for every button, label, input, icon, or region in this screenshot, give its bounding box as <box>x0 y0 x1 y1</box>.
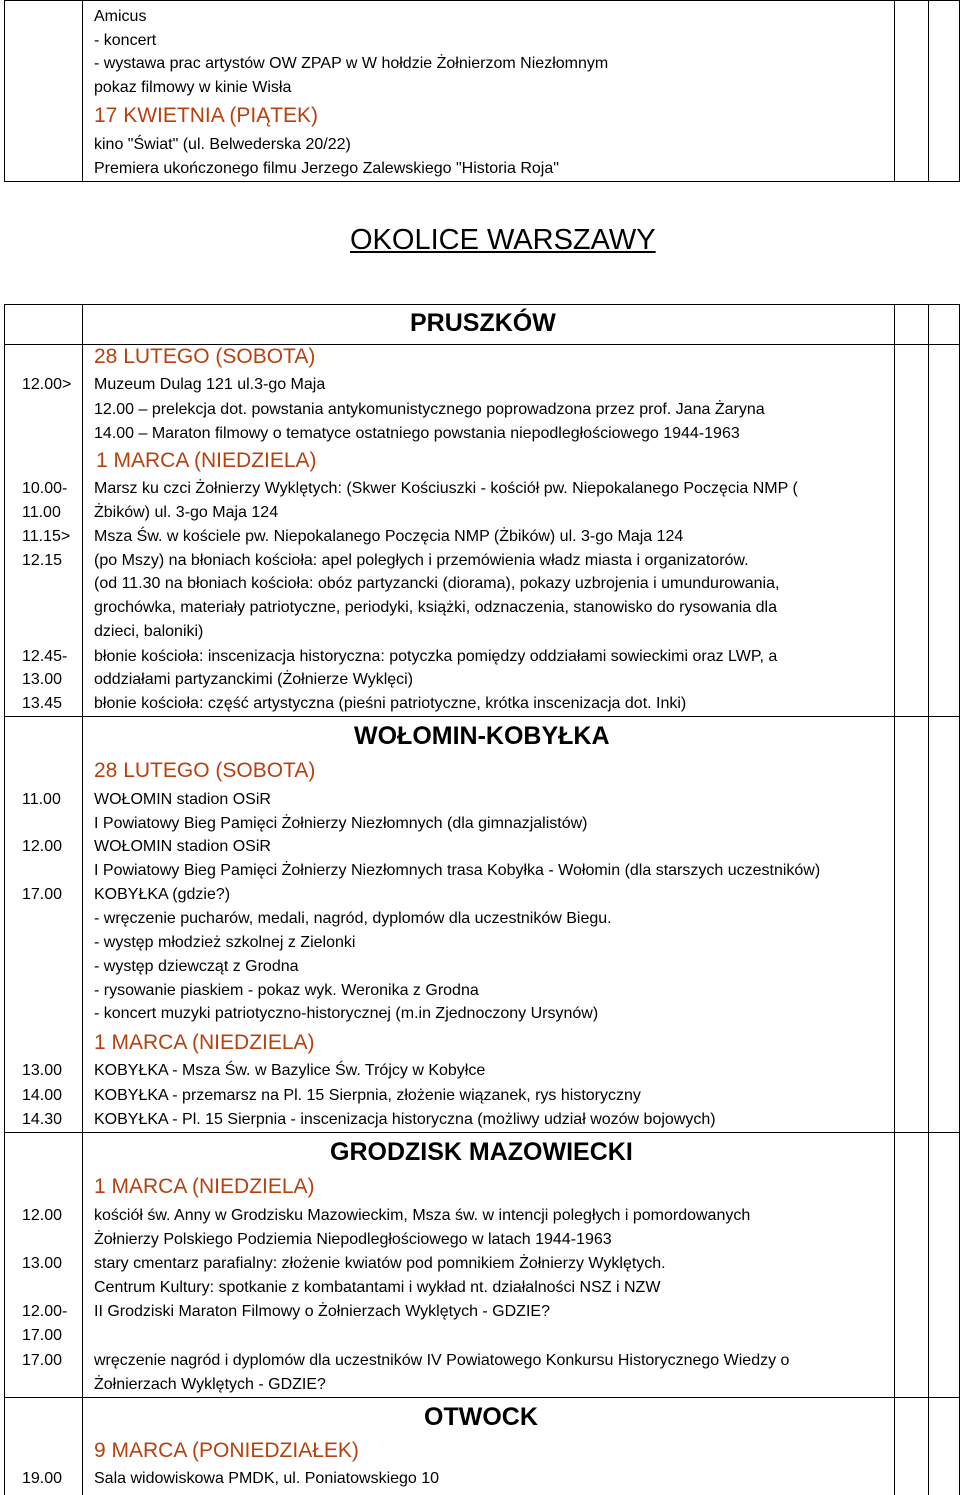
event-line: Centrum Kultury: spotkanie z kombatantami i wykład nt. działalności NSZ i NZW <box>94 1279 661 1296</box>
event-line: WOŁOMIN stadion OSiR <box>94 791 271 808</box>
event-time: 11.00 <box>22 504 61 521</box>
event-line: (od 11.30 na błoniach kościoła: obóz partyzancki (diorama), pokazy uzbrojenia i umundurowania, <box>94 575 780 592</box>
event-time: 12.45- <box>22 648 68 665</box>
event-line: (po Mszy) na błoniach kościoła: apel poległych i przemówienia władz miasta i organizatorów. <box>94 552 749 569</box>
event-line: 12.00 – prelekcja dot. powstania antykomunistycznego poprowadzona przez prof. Jana Żaryna <box>94 401 765 418</box>
divider <box>894 0 895 182</box>
event-line: Sala widowiskowa PMDK, ul. Poniatowskiego 10 <box>94 1470 440 1487</box>
event-line: II Grodziski Maraton Filmowy o Żołnierzach Wyklętych - GDZIE? <box>94 1303 550 1320</box>
event-time: 12.00> <box>22 376 72 393</box>
event-line: Muzeum Dulag 121 ul.3-go Maja <box>94 376 326 393</box>
event-time: 13.45 <box>22 695 63 712</box>
event-time: 17.00 <box>22 1327 63 1344</box>
top-line: Premiera ukończonego filmu Jerzego Zalewskiego "Historia Roja" <box>94 160 559 177</box>
region-title: OKOLICE WARSZAWY <box>350 224 656 256</box>
event-line: KOBYŁKA - Pl. 15 Sierpnia - inscenizacja historyczna (możliwy udział wozów bojowych) <box>94 1111 716 1128</box>
event-time: 10.00- <box>22 480 68 497</box>
top-line: pokaz filmowy w kinie Wisła <box>94 79 292 96</box>
event-time: 12.15 <box>22 552 63 569</box>
event-line: - występ młodzież szkolnej z Zielonki <box>94 934 356 951</box>
event-line: Marsz ku czci Żołnierzy Wyklętych: (Skwer Kościuszki - kościół pw. Niepokalanego Poczęcia NMP ( <box>94 480 798 497</box>
event-time: 13.00 <box>22 1255 63 1272</box>
event-line: stary cmentarz parafialny: złożenie kwiatów pod pomnikiem Żołnierzy Wyklętych. <box>94 1255 666 1272</box>
divider <box>4 1397 960 1398</box>
event-date: 1 MARCA (NIEDZIELA) <box>94 1175 315 1198</box>
top-line: - koncert <box>94 32 157 49</box>
event-time: 17.00 <box>22 886 63 903</box>
divider <box>928 304 929 1495</box>
top-line: - wystawa prac artystów OW ZPAP w W hołdzie Żołnierzom Niezłomnym <box>94 55 609 72</box>
divider <box>4 716 960 717</box>
event-time: 12.00 <box>22 1207 63 1224</box>
event-line: - występ dziewcząt z Grodna <box>94 958 299 975</box>
city-title: WOŁOMIN-KOBYŁKA <box>354 722 610 750</box>
event-time: 13.00 <box>22 671 63 688</box>
event-line: - rysowanie piaskiem - pokaz wyk. Weronika z Grodna <box>94 982 479 999</box>
divider <box>928 0 929 182</box>
event-date: 28 LUTEGO (SOBOTA) <box>94 345 316 368</box>
event-line: I Powiatowy Bieg Pamięci Żołnierzy Niezłomnych trasa Kobyłka - Wołomin (dla starszych uczestników) <box>94 862 821 879</box>
event-time: 19.00 <box>22 1470 63 1487</box>
event-line: I Powiatowy Bieg Pamięci Żołnierzy Niezłomnych (dla gimnazjalistów) <box>94 815 588 832</box>
event-time: 11.15> <box>22 528 71 545</box>
event-line: KOBYŁKA - Msza Św. w Bazylice Św. Trójcy w Kobyłce <box>94 1062 486 1079</box>
event-time: 11.00 <box>22 791 61 808</box>
event-line: 14.00 – Maraton filmowy o tematyce ostatniego powstania niepodległościowego 1944-1963 <box>94 425 740 442</box>
top-line: Amicus <box>94 8 147 25</box>
divider <box>894 304 895 1495</box>
event-line: KOBYŁKA (gdzie?) <box>94 886 231 903</box>
divider <box>82 0 83 182</box>
divider <box>82 304 83 1495</box>
event-line: Żbików) ul. 3-go Maja 124 <box>94 504 279 521</box>
event-line: Msza Św. w kościele pw. Niepokalanego Poczęcia NMP (Żbików) ul. 3-go Maja 124 <box>94 528 684 545</box>
event-time: 14.00 <box>22 1087 63 1104</box>
event-line: błonie kościoła: inscenizacja historyczna: potyczka pomiędzy oddziałami sowieckimi oraz LWP, a <box>94 648 778 665</box>
event-line: wręczenie nagród i dyplomów dla uczestników IV Powiatowego Konkursu Historycznego Wiedzy o <box>94 1352 790 1369</box>
divider <box>4 1132 960 1133</box>
event-line: dzieci, baloniki) <box>94 623 204 640</box>
event-line: kościół św. Anny w Grodzisku Mazowieckim, Msza św. w intencji poległych i pomordowanych <box>94 1207 751 1224</box>
event-line: WOŁOMIN stadion OSiR <box>94 838 271 855</box>
city-title: OTWOCK <box>424 1403 538 1431</box>
event-line: Żołnierzy Polskiego Podziemia Niepodległościowego w latach 1944-1963 <box>94 1231 612 1248</box>
event-line: oddziałami partyzanckimi (Żołnierze Wyklęci) <box>94 671 414 688</box>
event-line: błonie kościoła: część artystyczna (pieśni patriotyczne, krótka inscenizacja dot. Inki) <box>94 695 687 712</box>
city-title: GRODZISK MAZOWIECKI <box>330 1138 633 1166</box>
event-time: 12.00 <box>22 838 63 855</box>
city-title: PRUSZKÓW <box>410 309 556 337</box>
event-line: - koncert muzyki patriotyczno-historycznej (m.in Zjednoczony Ursynów) <box>94 1005 599 1022</box>
event-date: 17 KWIETNIA (PIĄTEK) <box>94 104 319 127</box>
event-time: 12.00- <box>22 1303 68 1320</box>
event-time: 14.30 <box>22 1111 63 1128</box>
event-time: 13.00 <box>22 1062 63 1079</box>
event-line: KOBYŁKA - przemarsz na Pl. 15 Sierpnia, złożenie wiązanek, rys historyczny <box>94 1087 641 1104</box>
event-time: 17.00 <box>22 1352 63 1369</box>
event-line: grochówka, materiały patriotyczne, periodyki, książki, odznaczenia, stanowisko do rysowania dla <box>94 599 777 616</box>
top-line: kino "Świat" (ul. Belwederska 20/22) <box>94 136 351 153</box>
event-date: 9 MARCA (PONIEDZIAŁEK) <box>94 1439 359 1462</box>
event-line: - wręczenie pucharów, medali, nagród, dyplomów dla uczestników Biegu. <box>94 910 612 927</box>
event-line: Żołnierzach Wyklętych - GDZIE? <box>94 1376 326 1393</box>
event-date: 28 LUTEGO (SOBOTA) <box>94 759 316 782</box>
event-date: 1 MARCA (NIEDZIELA) <box>94 1031 315 1054</box>
event-date: 1 MARCA (NIEDZIELA) <box>96 449 317 472</box>
